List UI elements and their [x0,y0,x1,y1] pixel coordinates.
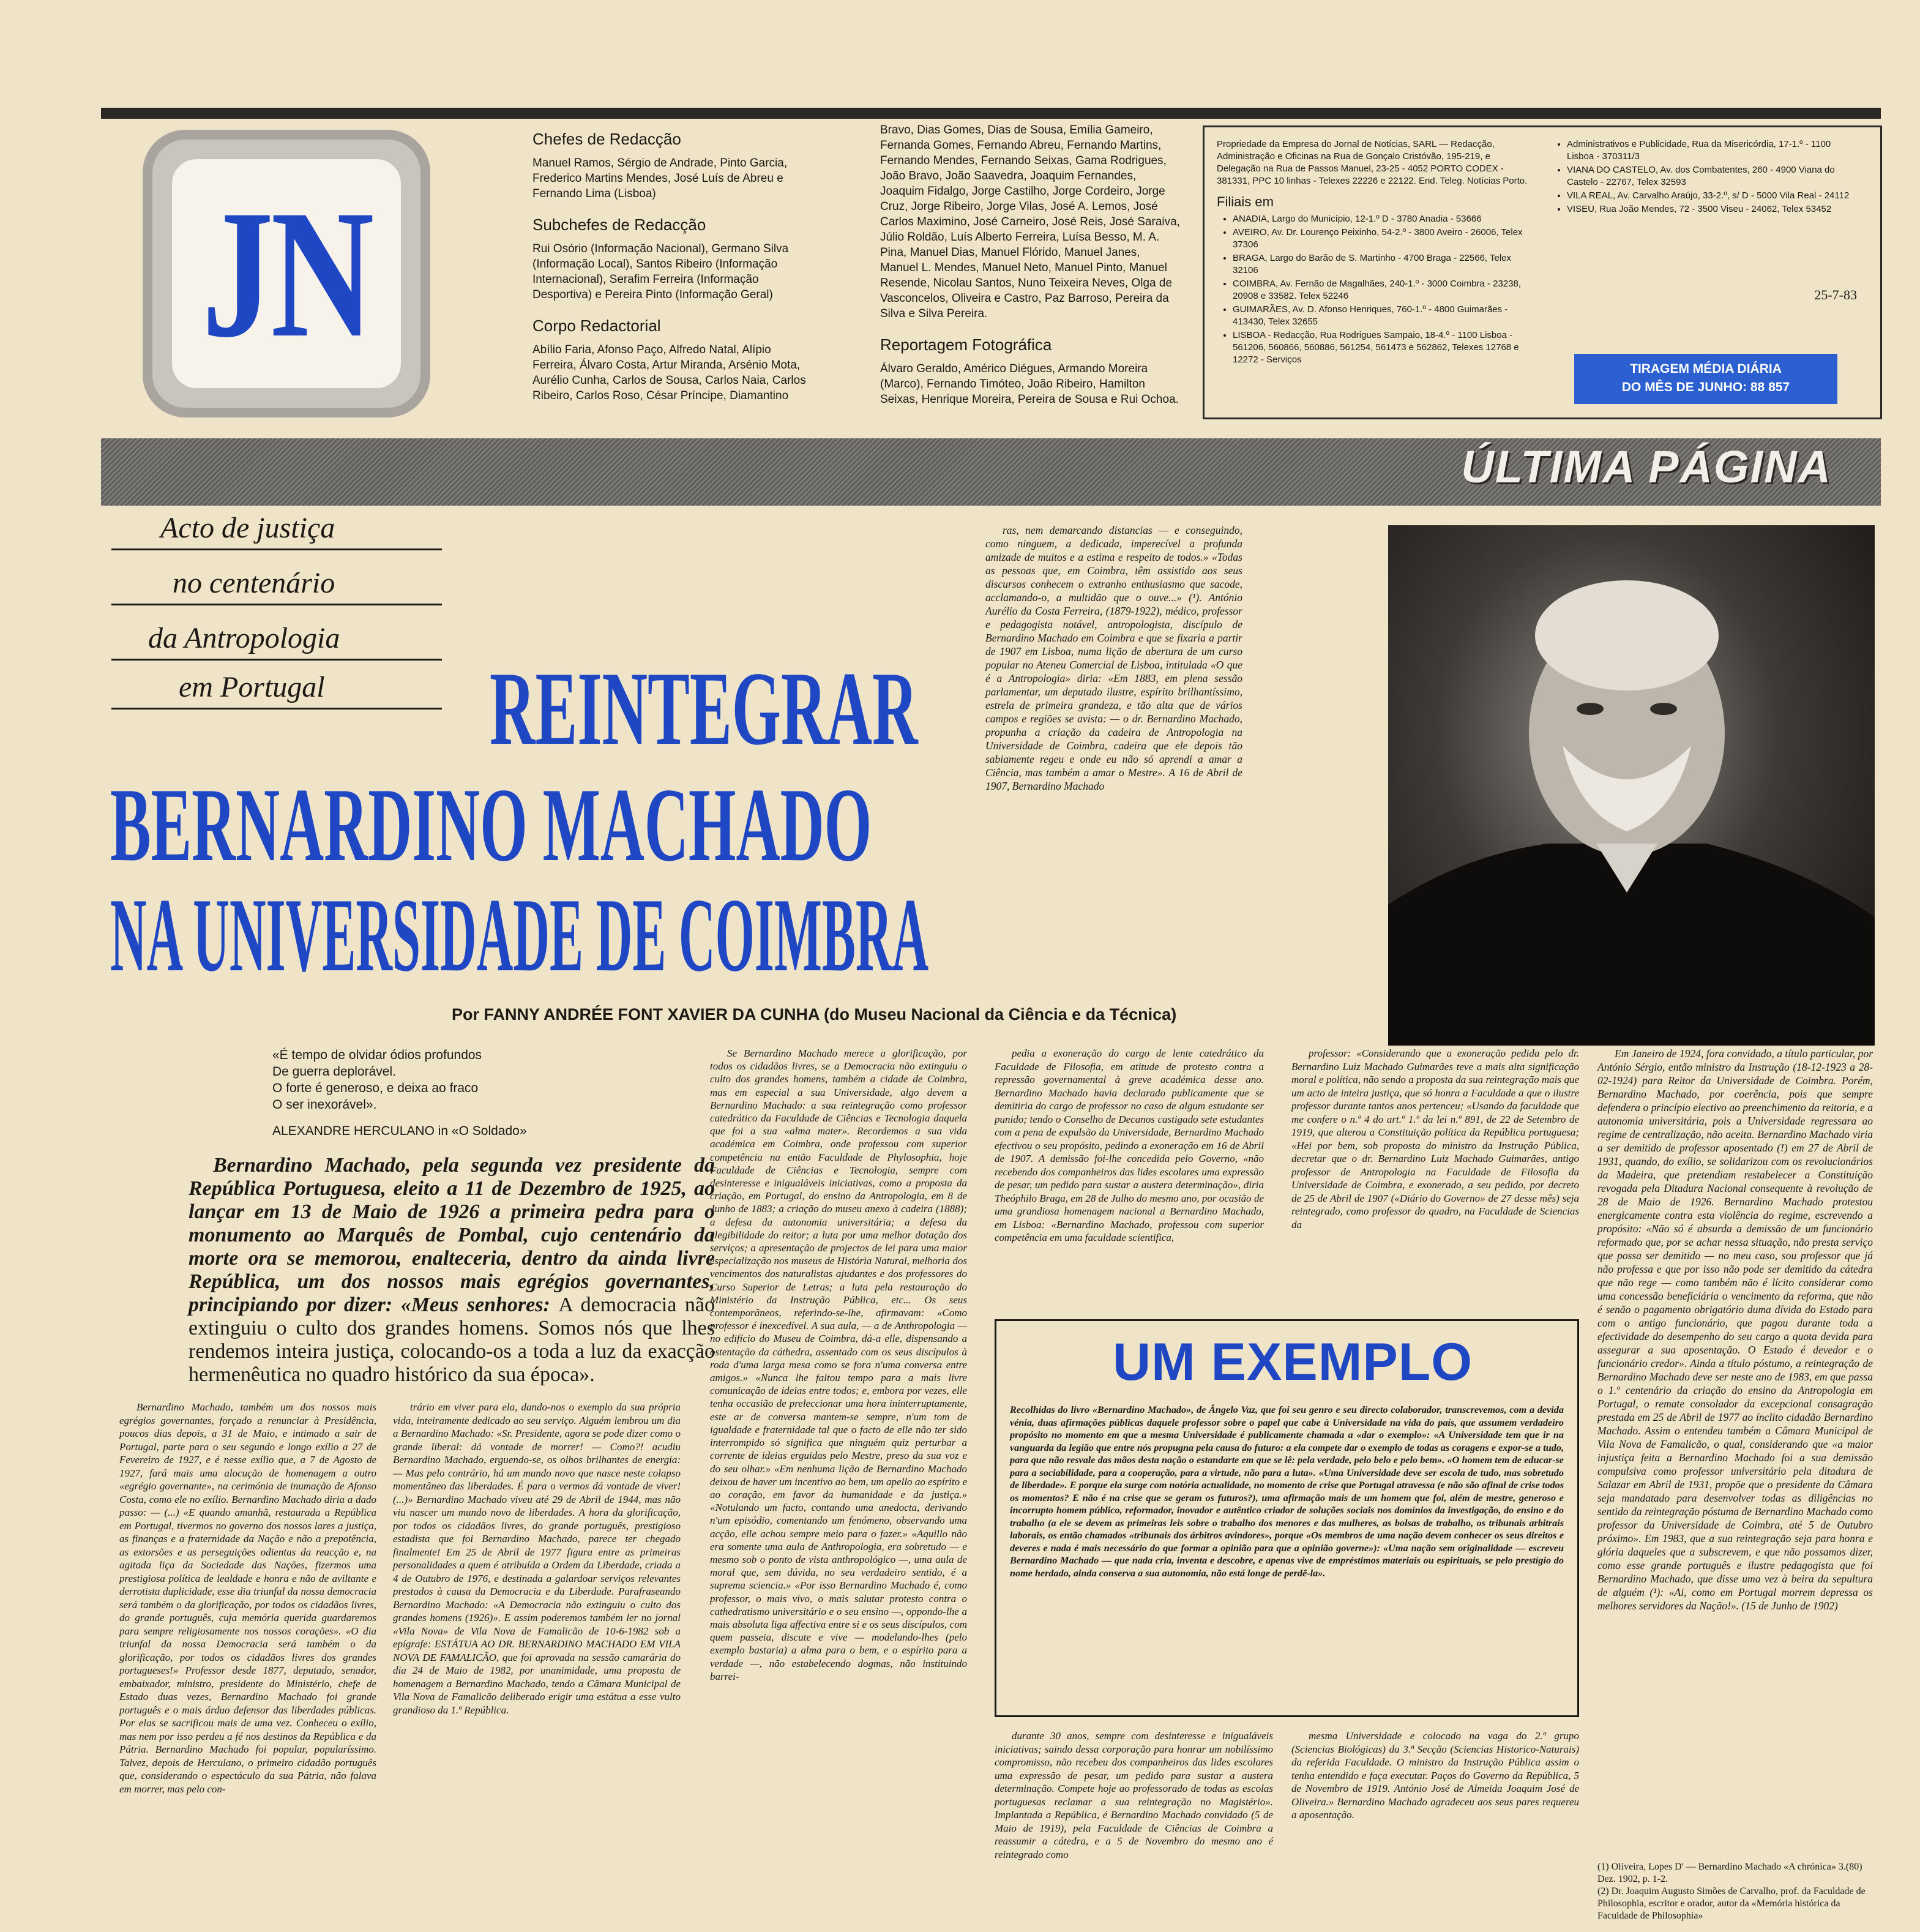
byline: Por FANNY ANDRÉE FONT XAVIER DA CUNHA (do Museu Nacional da Ciência e da Técnica) [452,1005,1177,1024]
filial-item: • VISEU, Rua João Mendes, 72 - 3500 Viseu - 24062, Telex 53452 [1567,203,1857,215]
corpo-title: Corpo Redactorial [532,316,661,335]
exemplo-title: UM EXEMPLO [1113,1333,1473,1391]
staff-column-1 [532,132,814,419]
logo-text: JN [201,171,372,375]
headline-line-1: REINTEGRAR [490,651,918,767]
filial-item: • GUIMARÃES, Av. D. Afonso Henriques, 760-1.º - 4800 Guimarães - 413430, Telex 32655 [1233,304,1535,328]
epigraph-source: ALEXANDRE HERCULANO in «O Soldado» [272,1124,527,1138]
issue-date: 25-7-83 [1814,287,1857,302]
filial-item: • VILA REAL, Av. Carvalho Araújo, 33-2.º, s/ D - 5000 Vila Real - 24112 [1567,190,1857,202]
kicker-rule [111,549,442,550]
paragraph: pedia a exoneração do cargo de lente catedrático da Faculdade de Filosofia, em atitude de protesto contra a repressão governamental à greve académica desse ano. Bernardino Machado havia declarado publicamente que se demitiria do cargo de professor no caso de algum estudante ser punido; tendo o Conselho de Decanos castigado sete estudantes com a pena de expulsão da Universidade, Bernardino Machado efectivou o seu propósito, pedindo a exoneração em 16 de Abril de 1907. A demissão foi-lhe concedida pelo Governo, «não recebendo dos companheiros das lides escolares uma expressão de pesar, um pedido para sustar a austera determinação», diria Theóphilo Braga, em 28 de Julho do mesmo ano, por ocasião de uma grandiosa homenagem nacional a Bernardino Machado, em Lisboa: «Bernardino Machado, professou com superior competência em uma faculdade scientifica, [995,1047,1264,1243]
corpo-names-2: Bravo, Dias Gomes, Dias de Sousa, Emília Gameiro, Fernanda Gomes, Fernando Abreu, Fernando Martins, Fernando Mendes, Fernando Seixas, Gama Rodrigues, João Bravo, João Saavedra, Joaquim Fernandes, Joaquim Fidalgo, Jorge Castilho, Jorge Cordeiro, Jorge Cruz, Jorge Ribeiro, Jorge Vilas, José A. Lemos, José Carlos Maximino, José Carneiro, José Reis, José Saraiva, Júlio Roldão, Luís Alberto Ferreira, Luísa Besso, M. A. Pina, Manuel Dias, Manuel Flórido, Manuel Janes, Manuel L. Mendes, Manuel Neto, Manuel Pinto, Manuel Resende, Nicolau Santos, Nuno Teixeira Neves, Olga de Vasconcelos, Oliveira e Castro, Paz Barroso, Pereira da Silva e Silva Pereira. [880,124,1180,320]
foto-names: Álvaro Geraldo, Américo Diégues, Armando Moreira (Marco), Fernando Timóteo, João Ribeiro, Hamilton Seixas, Henrique Moreira, Pereira de Sousa e Rui Ochoa. [880,362,1179,406]
filial-item: • COIMBRA, Av. Fernão de Magalhães, 240-1.º - 3000 Coimbra - 23238, 20908 e 33582. Telex 52246 [1233,278,1535,302]
article-column-1 [119,1401,376,1795]
filial-item: • ANADIA, Largo do Município, 12-1.º D - 3780 Anadia - 53666 [1233,213,1535,225]
portrait-illustration [1388,525,1875,1046]
filiais-title: Filiais em [1217,194,1274,209]
article-column-5-bottom [1291,1729,1579,1822]
paragraph: Se Bernardino Machado merece a glorificação, por todos os cidadãos livres, se a Democracia não extinguiu o culto dos grandes homens, também a cidade de Coimbra, mas em especial a sua Universidade, algo devem a Bernardino Machado: a sua reintegração como professor catedrático da Faculdade de Ciências e Tecnologia daquela que foi a sua «alma mater». Recordemos a sua vida académica em Coimbra, onde professou com superior competência na então Faculdade de Phylosophia, hoje Faculdade de Ciências e Tecnologia, sempre com desinteresse e inigualáveis iniciativas, como a proposta da criação, em Portugal, do ensino da Antropologia, em 8 de Junho de 1883; a criação do museu anexo à cadeira (1888); a defesa da autonomia universitária; a defesa da elegibilidade do reitor; a luta por uma melhor dotação dos serviços; a apresentação de projectos de lei para uma maior especialização nos museus de História Natural, melhoria dos vencimentos dos naturalistas ajudantes e dos professores do Curso Superior de Letras; a luta pela restauração do Ministério da Instrução Pública, etc... Os seus contemporâneos, referindo-se-lhe, afirmavam: «Como professor é inexcedível. A sua aula, — a de Anthropologia — no edifício do Museu de Coimbra, dá-a elle, dispensando a ostentação da cáthedra, assentado com os seus discípulos à roda d'uma larga mesa como se fora n'uma conversa entre amigos.» «Nunca lhe faltou tempo para a mais livre comunicação de ideias entre todos; e, embora por vezes, elle tenha occasião de preleccionar uma hora ininterruptamente, este ar de conversa mantem-se sempre, n'um tom de igualdade e fraternidade tal que o facto de elle não ter sido interrompido só significa que ninguém quiz perturbar a corrente de ideias erguidas pelo Mestre, preso da sua voz e do seu olhar.» «Em nenhuma lição de Bernardino Machado deixou de haver um incentivo ao bem, um apello ao espírito e ao coração, em favor da humanidade e da justiça.» «Notulando um facto, contando uma anedocta, derivando n'um episódio, comentando um fenómeno, observando uma acção, elle achou sempre meio para o fazer.» «Aquillo não era somente uma aula de Anthropologia, era sobretudo — e mesmo sob o ponto de vista anthropológico —, uma aula de moral que, sem dúvida, no seu verdadeiro sentido, é a suprema sciencia.» «Por isso Bernardino Machado é, como professor, o mais vivo, o mais salutar protesto contra o cathedratismo universitário e o seu ensino —, oppondo-lhe a mais absoluta liga affectiva entre si e os seus discípulos, com quem passeia, discute e vive — modelando-lhes (pelo exemplo bastaria) a alma para o bem, e o espírito para a verdade —, não estabelecendo dogmas, não instituindo barrei- [710,1047,967,1682]
kicker-line: Acto de justiça [160,512,335,544]
circulation-badge [1574,354,1837,404]
epigraph-line: O ser inexorável». [272,1098,377,1112]
paragraph: trário em viver para ela, dando-nos o exemplo da sua própria vida, inteiramente dedicado ao seu serviço. Alguém lembrou um dia a Bernardino Machado: «Sr. Presidente, agora se pode dizer como o grande liberal: dá vontade de morrer! — Como?! acudiu Bernardino Machado, erguendo-se, os olhos brilhantes de energia: — Mas pelo contrário, há um mundo novo que nasce neste colapso momentâneo das liberdades. É para o vermos dá vontade de viver! (...)» Bernardino Machado viveu até 29 de Abril de 1944, mas não viu nascer um mundo novo de liberdades. A hora da glorificação, por todos os cidadãos livres, do grande português, prestigioso estadista que foi Bernardino Machado, parece ter chegado finalmente! Em 25 de Abril de 1977 figura entre as primeiras personalidades a quem é atribuída a Ordem da Liberdade, criada a 4 de Outubro de 1976, e destinada a galardoar serviços relevantes prestados à causa da Democracia e da Liberdade. Parafraseando Bernardino Machado: «A Democracia não extinguiu o culto dos grandes homens (1926)». E assim poderemos também ler no jornal «Vila Nova» de Vila Nova de Famalicão de 10-6-1982 sob a epígrafe: ESTÁTUA AO DR. BERNARDINO MACHADO EM VILA NOVA DE FAMALICÃO, que foi aprovada na sessão camarária do dia 24 de Maio de 1982, por unanimidade, uma proposta de homenagem a Bernardino Machado, tendo a Câmara Municipal de Vila Nova de Famalicão deliberado erigir uma estátua a esse vulto grandioso da 1.ª República. [393,1401,681,1716]
epigraph-line: De guerra deplorável. [272,1065,396,1079]
filiais-list-2 [1551,138,1857,215]
portrait-photo [1388,525,1875,1046]
property-text: Propriedade da Empresa do Jornal de Notícias, SARL — Redacção, Administração e Oficinas na Rua de Gonçalo Cristóvão, 195-219, e Delegação na Rua de Passos Manuel, 23-25 - 4052 PORTO CODEX - 381331, PPC 10 linhas - Telexes 22226 e 22122. End. Teleg. Notícias Porto. [1217,139,1528,186]
footnotes [1597,1861,1873,1922]
paragraph: Bernardino Machado, também um dos nossos mais egrégios governantes, forçado a renunciar à Presidência, poucos dias depois, a 31 de Maio, e intimado a sair de Portugal, parte para o seu segundo e longo exílio a 27 de Fevereiro de 1927, e é nesse exílio que, a 7 de Agosto de 1927, fará mais uma alocução de homenagem a outro «egrégio governante», na cerimónia de inumação de Afonso Costa, como ele no exílio. Bernardino Machado diria a dado passo: — (...) «E quando amanhã, restaurada a República em Portugal, tivermos no governo dos nossos lares a justiça, as finanças e a fraternidade da Nação e não a prepotência, as extorsões e as perseguições odientas da reacção e, na agitada liça da Sociedade das Nações, fizermos uma prestigiosa política de lealdade e honra e não de aviltante e derrotista duplicidade, esse dia triunfal da nossa democracia será também o da glorificação, por todos os cidadãos livres, do grande português, cuja memória querida guardaremos para sempre religiosamente nos nossos corações». «O dia triunfal da nossa Democracia será também o da glorificação, por todos os cidadãos livres dos grandes portugueses!» Professor desde 1877, deputado, senador, embaixador, ministro, presidente do Ministério, chefe de Estado duas vezes, Bernardino Machado foi grande português e o mais árduo defensor das liberdades públicas. Por elas se sacrificou mais de uma vez. Conheceu o exílio, mas nem por isso perdeu a fé nos destinos da República e da Pátria. Bernardino Machado foi popular, popularíssimo. Talvez, depois de Herculano, o primeiro cidadão português que, considerando o espectáculo da sua Pátria, não falava em morrer, mas pelo con- [119,1401,376,1795]
kicker-line: em Portugal [179,671,325,703]
filial-item: • Administrativos e Publicidade, Rua da Misericórdia, 17-1.º - 1100 Lisboa - 370311/3 [1567,138,1857,163]
article-column-6 [1597,1047,1873,1612]
paragraph: professor: «Considerando que a exoneração pedida pelo dr. Bernardino Luiz Machado Guimarães teve a mais alta significação moral e política, não sendo a proposta da sua reintegração mais que um acto de inteira justiça, que só honra a Faculdade a que o ilustre professor durante tantos anos pertenceu; «Usando da faculdade que me confere o n.º 4 do art.º 1.º da lei n.º 891, de 22 de Setembro de 1919, que alterou a Constituição política da República portuguesa; «Hei por bem, sob proposta do ministro da Instrução Pública, decretar que o dr. Bernardino Luiz Machado Guimarães, antigo professor de Antropologia na Faculdade de Filosofia da Universidade de Coimbra, e exonerado, a seu pedido, por decreto de 25 de Abril de 1907 («Diário do Governo» de 27 desse mês) seja reintegrado, como professor do quadro, na Faculdade de Sciencias da [1291,1047,1579,1230]
article-column-top [985,523,1242,793]
staff-column-2 [880,122,1180,423]
chefes-names: Manuel Ramos, Sérgio de Andrade, Pinto Garcia, Frederico Martins Mendes, José Luís de Abreu e Fernando Lima (Lisboa) [532,157,788,200]
subchefes-title: Subchefes de Redacção [532,215,706,234]
epigraph-line: O forte é generoso, e deixa ao fraco [272,1081,479,1095]
filial-item: • BRAGA, Largo do Barão de S. Martinho - 4700 Braga - 22566, Telex 32106 [1233,252,1535,277]
exemplo-box [995,1319,1579,1717]
epigraph [272,1047,529,1139]
paragraph: ras, nem demarcando distancias — e conseguindo, como ninguem, a dedicada, imperecível a profunda amizade de muitos e a estima e respeito de todos.» «Todas as pessoas que, em Coimbra, têm assistido aos seus discursos conhecem o extranho enthusiasmo que sacode, acclamando-o, a multidão que o ouve...» (¹). António Aurélio da Costa Ferreira, (1879-1922), médico, professor e pedagogista notável, antropologista, discípulo de Bernardino Machado em Coimbra e que se fixaria a partir de 1907 em Lisboa, numa lição de abertura de um curso popular no Ateneu Comercial de Lisboa, intitulada «O que é a Antropologia» diria: «Em 1883, em plena sessão parlamentar, um deputado ilustre, espírito brilhantíssimo, estrela de primeira grandeza, e tão alta que de vários campos e regiões se avista: — o dr. Bernardino Machado, propunha a criação da cadeira de Antropologia na Universidade de Coimbra, cadeira que ele depois tão sabiamente regeu e onde eu não só aprendi a amar a Ciência, mas também a amar o Mestre». A 16 de Abril de 1907, Bernardino Machado [985,524,1242,792]
article-column-4-bottom [995,1729,1273,1861]
filial-item: • VIANA DO CASTELO, Av. dos Combatentes, 260 - 4900 Viana do Castelo - 22767, Telex 32593 [1567,164,1857,189]
filial-item: • AVEIRO, Av. Dr. Lourenço Peixinho, 54-2.º - 3800 Aveiro - 26006, Telex 37306 [1233,227,1535,251]
foto-title: Reportagem Fotográfica [880,335,1052,354]
footnote: (1) Oliveira, Lopes D' — Bernardino Machado «A chrónica» 3.(80) Dez. 1902, p. 1-2. [1597,1862,1862,1884]
exemplo-text: Recolhidas do livro «Bernardino Machado», de Ângelo Vaz, que foi seu genro e seu directo colaborador, transcrevemos, com a devida vénia, duas afirmações públicas daquele professor sobre o papel que cabe à Universidade na vida do país, que assumem verdadeiro propósito no momento em que a mesma Universidade é publicamente chamada a «dar o exemplo»: «A Universidade tem que ir na vanguarda da legião que entre nós propugna pela causa do futuro: a ela compete dar o exemplo de todas as coragens e expor-se a tudo, para que não resvale das mãos desta nação o estandarte em que se lê: pela verdade, pelo belo e pelo bem». «O homem tem de educar-se para a sociabilidade, para a cooperação, para a virtude, não para a luta». «Uma Universidade deve ser escola de tudo, mas sobretudo de liberdade». E porque ela surge com notória actualidade, no momento de crise que Portugal atravessa (e não são afinal de crise todos os momentos? E não é na crise que se geram os futuros?), uma afirmação mais de um homem que foi, além de mestre, generoso e incorrupto homem público, reformador, inovador e autêntico criador de soluções sociais nos domínios da investigação, do ensino e do trabalho (a ele se devem as primeiras leis sobre o trabalho dos menores e das mulheres, as bolsas de trabalho, os tribunais arbitrais laborais, os então chamados «tribunais dos árbitros avindores», porque «Os membros de uma nação devem conhecer os seus direitos e deveres e nada é mais necessário do que formar a opinião para que a opinião governe»): «Uma nação sem originalidade — escreveu Bernardino Machado — que nada cria, inventa e descobre, e apenas vive de empréstimos materiais ou espirituais, se pelo prestígio do nome herdado, ainda conserva a sua autonomia, não está longe de perdê-la». [1010,1404,1564,1579]
kicker-line: no centenário [173,567,335,599]
subchefes-names: Rui Osório (Informação Nacional), Germano Silva (Informação Local), Santos Ribeiro (Informação Internacional), Serafim Ferreira (Informação Desportiva) e Pereira Pinto (Informação Geral) [532,242,789,301]
jn-logo [143,130,430,417]
circulation-line-2: DO MÊS DE JUNHO: 88 857 [1621,380,1790,394]
chefes-title: Chefes de Redacção [532,130,681,148]
kicker-rule [111,708,442,710]
lead-paragraph [189,1154,715,1387]
corpo-names: Abílio Faria, Afonso Paço, Alfredo Natal, Alípio Ferreira, Álvaro Costa, Artur Miranda, Arsénio Mota, Aurélio Cunha, Carlos de Sousa, Carlos Naia, Carlos Ribeiro, Carlos Roso, César Príncipe, Diamantino [532,343,806,402]
section-banner [101,438,1881,506]
paragraph: mesma Universidade e colocado na vaga do 2.º grupo (Sciencias Biológicas) da 3.ª Secção (Sciencias Historico-Naturais) da referida Faculdade. O ministro da Instrução Pública assim o tenha entendido e faça executar. Paços do Governo da República, 5 de Novembro de 1919. António José de Almeida Joaquim José de Oliveira.» Bernardino Machado agradeceu aos seus pares requereu a aposentação. [1291,1730,1579,1821]
article-column-2 [393,1401,681,1717]
paragraph: durante 30 anos, sempre com desinteresse e inigualáveis iniciativas; saindo dessa corporação para honrar um nobilíssimo compromisso, não recebeu dos companheiros das lides escolares uma expressão de pesar, um pedido para sustar a austera determinação. Compete hoje ao professorado de todas as escolas portuguesas reclamar a sua reintegração no Magistério». Implantada a República, é Bernardino Machado convidado (5 de Maio de 1919), pela Faculdade de Ciências de Coimbra a reassumir a cátedra, e a 5 de Novembro do mesmo ano é reintegrado como [995,1730,1273,1860]
article-column-3 [710,1047,967,1683]
headline-line-2: BERNARDINO MACHADO [110,767,872,883]
lead-rest: A democracia não extinguiu o culto dos grandes homens. Somos nós que lhes rendemos inteira justiça, colocando-os a toda a luz da exacção hermenêutica no quadro histórico da sua época». [189,1294,715,1386]
footnote: (2) Dr. Joaquim Augusto Simões de Carvalho, prof. da Faculdade de Philosophia, escritor e orador, autor da «Memória histórica da Faculdade de Philosophia» [1597,1886,1866,1921]
circulation-line-1: TIRAGEM MÉDIA DIÁRIA [1630,362,1782,376]
kicker-rule [111,604,442,605]
top-rule [101,108,1881,119]
article-column-4 [995,1047,1264,1245]
kicker-line: da Antropologia [148,622,340,654]
article-column-5 [1291,1047,1579,1231]
paragraph: Em Janeiro de 1924, fora convidado, a título particular, por António Sérgio, então ministro da Instrução (18-12-1923 a 28-02-1924) para Reitor da Universidade de Coimbra. Porém, Bernardino Machado, por coerência, pois que sempre defendera o princípio electivo ao preenchimento da reitoria, e a autonomia universitária, pois a Universidade regressara ao regime de centralização, não aceita. Bernardino Machado viria a ser demitido de professor aposentado (!) em 27 de Abril de 1931, quando, do exílio, se solidarizou com os revolucionários da Madeira, que pretendiam restabelecer a Constituição revogada pela Ditadura Nacional consequente à revolução de 28 de Maio de 1926. Bernardino Machado protestou energicamente contra esta violência do regime, escrevendo a propósito: «Não só é absurda a demissão de um funcionário reformado que, por se achar nessa situação, não presta serviço que possa ser demitido — no meu caso, sou professor que já não professa e que por isso não pode ser demitido da cátedra que não rege — como também não é lícito considerar como uma concessão beneficiária o vencimento da reforma, que não é senão o pagamento obrigatório duma dívida do Estado para com o antigo funcionário, que pagou durante toda a efectividade do desempenho do seu cargo a quota devida para assegurar a sua aposentação. O Estado é devedor e o funcionário credor». Ainda a título póstumo, a reintegração de Bernardino Machado deve ser neste ano de 1983, em que passa o 1.º centenário da criação do ensino da Antropologia em Portugal, o remate consolador da excepcional consagração prestada em 25 de Abril de 1977 ao ínclito cidadão Bernardino Machado. Assim o entendeu também a Câmara Municipal de Vila Nova de Famalicão, o qual, considerando que «a maior injustiça feita a Bernardino Machado foi a sua demissão compulsiva como professor universitário pela ditadura de Salazar em Abril de 1931, propõe que o presidente da Câmara seja mandatado para desenvolver todas as diligências no sentido da reintegração póstuma de Bernardino Machado como professor da Universidade de Coimbra, até 5 de Outubro próximo». Em 1983, que a sua reintegração seja para honra e glória daqueles que a subscrevem, e que não possamos dizer, como esse grande português e ilustre pedagogista que foi Bernardino Machado, que disse uma vez à beira da sepultura de alguém (¹): «Ai, como em Portugal morrem depressa os melhores servidores da Nação!». (15 de Junho de 1902) [1597,1047,1873,1612]
section-title: ÚLTIMA PÁGINA [1461,441,1832,492]
filial-item: • LISBOA - Redacção, Rua Rodrigues Sampaio, 18-4.º - 1100 Lisboa - 561206, 560866, 560886, 561254, 561473 e 562862, Telexes 12768 e 12272 - Serviços [1233,329,1535,366]
filiais-list [1217,213,1535,366]
epigraph-line: «É tempo de olvidar ódios profundos [272,1048,482,1062]
lead-bold: Bernardino Machado, pela segunda vez presidente da República Portuguesa, eleito a 11 de Dezembro de 1925, ao lançar em 13 de Maio de 1926 a primeira pedra para o monumento ao Marquês de Pombal, cujo centenário da morte ora se memorou, enalteceria, dentro da ainda livre República, um dos nossos mais egrégios governantes, principiando por dizer: «Meus senhores: [189,1154,715,1316]
kicker [111,511,442,710]
headline-line-3: NA UNIVERSIDADE DE COIMBRA [110,877,929,994]
kicker-rule [111,659,442,661]
